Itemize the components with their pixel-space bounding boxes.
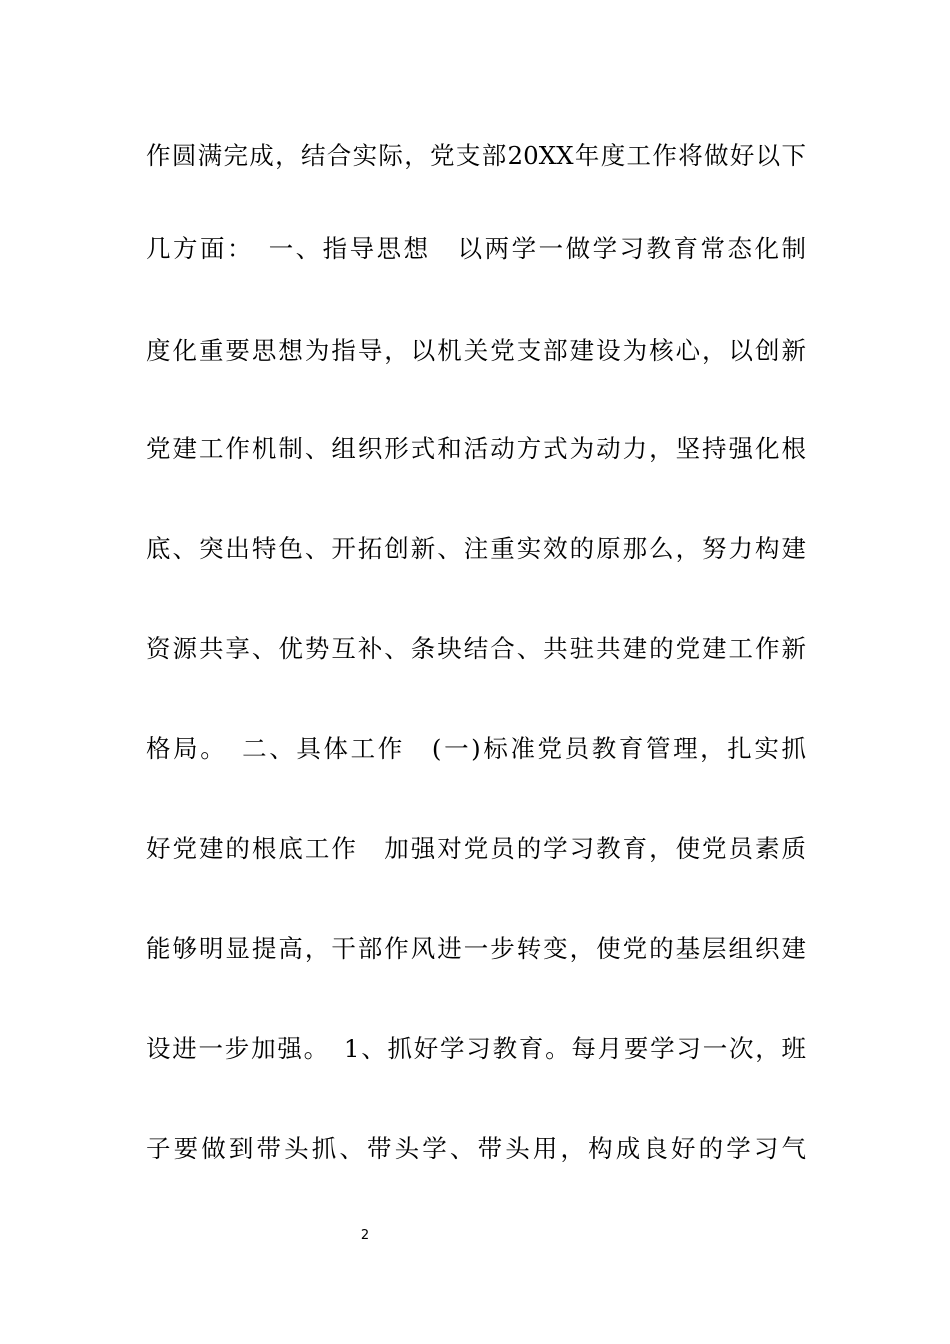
body-text-line-7: 格局。 二、具体工作 (一)标准党员教育管理，扎实抓 <box>146 734 806 763</box>
body-text-line-3: 度化重要思想为指导，以机关党支部建设为核心，以创新 <box>146 336 806 365</box>
body-text-line-1: 作圆满完成，结合实际，党支部20XX年度工作将做好以下 <box>146 141 806 170</box>
body-text-line-9: 能够明显提高，干部作风进一步转变，使党的基层组织建 <box>146 934 806 963</box>
page-number: 2 <box>360 1228 370 1243</box>
body-text-line-11: 子要做到带头抓、带头学、带头用，构成良好的学习气 <box>146 1134 806 1163</box>
body-text-line-4: 党建工作机制、组织形式和活动方式为动力，坚持强化根 <box>146 434 806 463</box>
body-text-line-5: 底、突出特色、开拓创新、注重实效的原那么，努力构建 <box>146 534 806 563</box>
body-text-line-2: 几方面： 一、指导思想 以两学一做学习教育常态化制 <box>146 234 806 263</box>
body-text-line-6: 资源共享、优势互补、条块结合、共驻共建的党建工作新 <box>146 634 806 663</box>
body-text-line-10: 设进一步加强。 1、抓好学习教育。每月要学习一次，班 <box>146 1034 806 1063</box>
body-text-line-8: 好党建的根底工作 加强对党员的学习教育，使党员素质 <box>146 834 806 863</box>
